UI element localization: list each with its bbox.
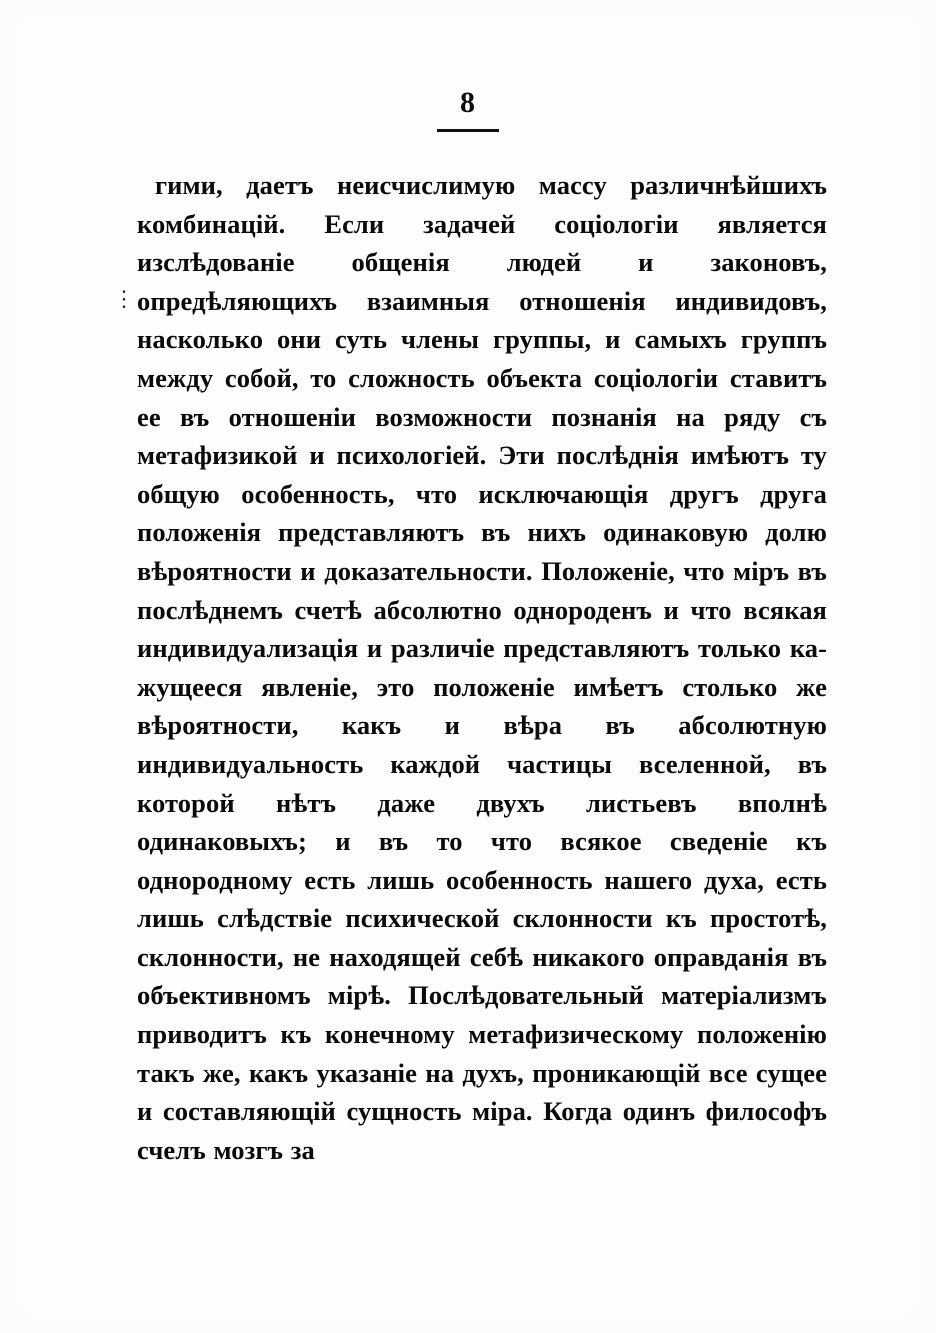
body-text-block xyxy=(137,166,827,1169)
page-number: 8 xyxy=(460,86,476,119)
body-paragraph: гими, даетъ неисчислимую массу различнѣйшихъ комбинацій. Если задачей соціологіи является изслѣдованіе общенія людей и законовъ, опредѣляющихъ взаимныя отношенія индивидовъ, насколько они суть члены группы, и самыхъ группъ между собой, то сложность объекта соціологіи ставитъ ее въ отношеніи возможности познанія на ряду съ метафизикой и психологіей. Эти послѣднія имѣютъ ту общую особенность, что исключающія другъ друга положенія представляютъ въ нихъ одинаковую долю вѣроятности и доказательности. Положеніе, что міръ въ послѣднемъ счетѣ абсолютно однороденъ и что всякая индивидуализація и различіе представляютъ только кажущееся явленіе, это положеніе имѣетъ столько же вѣроятности, какъ и вѣра въ абсолютную индивидуальность каждой частицы вселенной, въ которой нѣтъ даже двухъ листьевъ вполнѣ одинаковыхъ; и въ то что всякое сведеніе къ однородному есть лишь особенность нашего духа, есть лишь слѣдствіе психической склонности къ простотѣ, склонности, не находящей себѣ никакого оправданія въ объективномъ мірѣ. Послѣдовательный матеріализмъ приводитъ къ конечному метафизическому положенію такъ же, какъ указаніе на духъ, проникающій все сущее и составляющій сущность міра. Когда одинъ философъ счелъ мозгъ за xyxy=(137,170,827,1165)
page-header xyxy=(0,88,936,132)
header-rule xyxy=(437,129,499,132)
margin-mark: ⋮ xyxy=(113,286,135,311)
